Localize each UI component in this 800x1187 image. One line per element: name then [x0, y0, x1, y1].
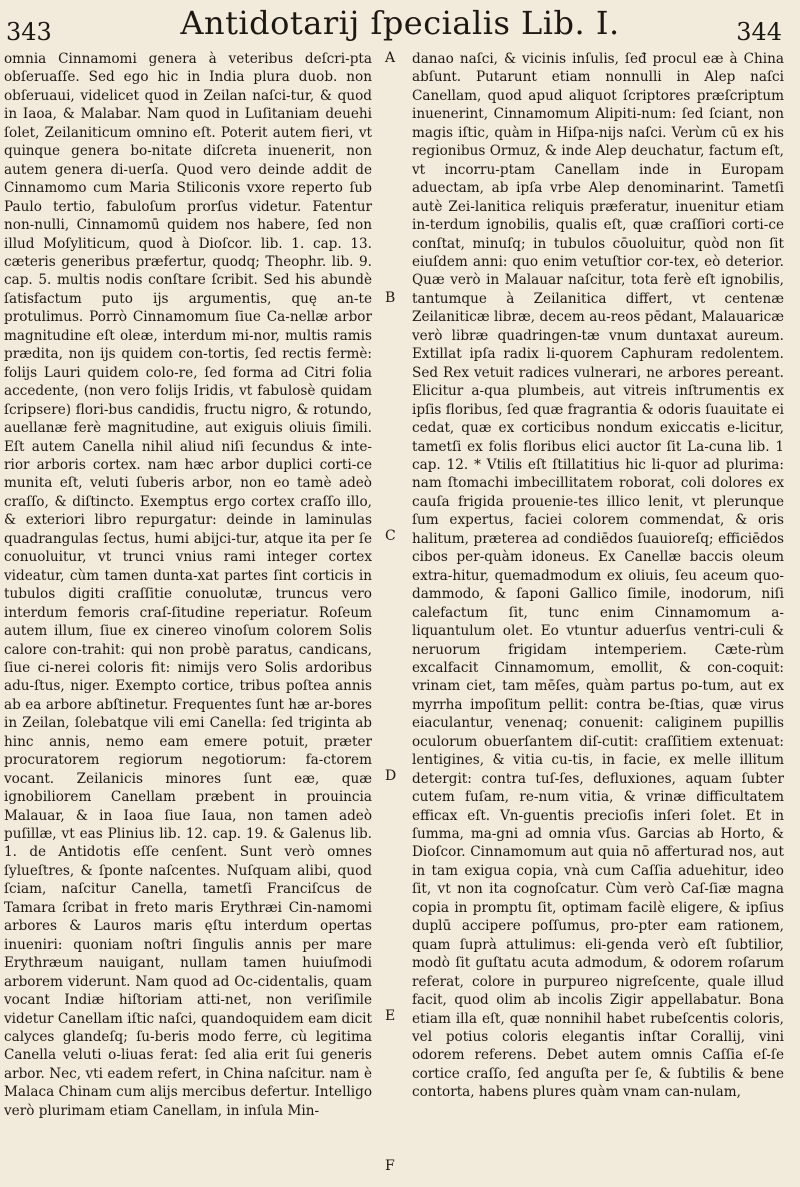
left-column: [4, 50, 372, 1170]
running-header: [0, 0, 800, 46]
section-letter-c: C: [385, 528, 396, 544]
page-number-left: 343: [6, 18, 52, 46]
page-number-right: 344: [736, 18, 782, 46]
section-letter-f: F: [385, 1158, 395, 1174]
right-column: [412, 50, 784, 1170]
section-letter-a: A: [385, 50, 396, 66]
section-letter-e: E: [385, 1008, 396, 1024]
section-letter-d: D: [385, 768, 397, 784]
running-title: Antidotarij ſpecialis Lib. I.: [180, 4, 620, 42]
left-column-text: omnia Cinnamomi genera à veteribus deſcri-pta obſeruaſſe. Sed ego hic in India plura duob. non obſeruaui, videlicet quod in Zeilan naſci-tur, & quod in Iaoa, & Malabar. Nam quod in Luſitaniam deuehi ſolet, Zeilaniticum omnino eſt. Poterit autem fieri, vt quinque genera bo-nitate diſcreta inuenerit, non autem genera di-uerſa. Quod vero deinde addit de Cinnamomo cum Maria Stiliconis vxore reperto ſub Paulo tertio, fabuloſum prorſus videtur. Fatentur non-nulli, Cinnamomū quidem nos habere, ſed non illud Moſyliticum, quod à Dioſcor. lib. 1. cap. 13. cæteris generibus præfertur, quodq; Theophr. lib. 9. cap. 5. multis nodis conſtare ſcribit. Sed his abundè ſatisfactum puto ijs argumentis, quę an-te protulimus. Porrò Cinnamomum ſiue Ca-nellæ arbor magnitudine eſt oleæ, interdum mi-nor, multis ramis prædita, non ijs quidem con-tortis, ſed rectis fermè: folijs Lauri quidem colo-re, ſed forma ad Citri folia accedente, (non vero folijs Iridis, vt fabulosè quidam ſcripsere) flori-bus candidis, fructu nigro, & rotundo, auellanæ ferè magnitudine, aut exiguis oliuis ſimili. Eſt autem Canella nihil aliud niſi ſecundus & inte-rior arboris cortex. nam hæc arbor duplici corti-ce munita eſt, veluti ſuberis arbor, non eo tamè adeò craſſo, & diſtincto. Exemptus ergo cortex craſſo illo, & exteriori libro repurgatur: deinde in laminulas quadrangulas ſectus, humi abijci-tur, atque ita per ſe conuoluitur, vt trunci vnius rami integer cortex videatur, cùm tamen dunta-xat partes ſint corticis in tubulos digiti craſſitie conuolutæ, truncus vero interdum femoris craſ-ſitudine reperiatur. Roſeum autem illum, ſiue ex cinereo vinoſum colorem Solis calore con-trahit: qui non probè paratus, candicans, ſiue ci-nerei coloris fit: nimijs vero Solis ardoribus adu-ſtus, niger. Exempto cortice, tribus poſtea annis ab ea arbore abſtinetur. Frequentes ſunt hæ ar-bores in Zeilan, ſolebatque vili emi Canella: ſed triginta ab hinc annis, nemo eam emere potuit, præter procuratorem regiorum negotiorum: fa-ctorem vocant. Zeilanicis minores ſunt eæ, quæ ignobiliorem Canellam præbent in prouincia Malauar, & in Iaoa ſiue Iaua, non tamen adeò puſillæ, vt eas Plinius lib. 12. cap. 19. & Galenus lib. 1. de Antidotis eſſe cenſent. Sunt verò omnes ſylueſtres, & ſponte naſcentes. Nuſquam alibi, quod ſciam, naſcitur Canella, tametſi Franciſcus de Tamara ſcribat in freto maris Erythræi Cin-namomi arbores & Lauros maris ęſtu interdum opertas inueniri: quoniam noſtri ſingulis annis per mare Erythræum nauigant, nullam tamen huiuſmodi arborem viderunt. Nam quod ad Oc-cidentalis, quam vocant Indiæ hiſtoriam atti-net, non veriſimile videtur Canellam iſtic naſci, quandoquidem eam dicit calyces glandeſq; ſu-beris modo ferre, cù legitima Canella veluti o-liuas ferat: ſed alia erit ſui generis arbor. Nec, vti eadem refert, in China naſcitur. nam è Malaca Chinam cum alijs mercibus defertur. Intelligo verò plurimam etiam Canellam, in inſula Min-: [4, 51, 372, 1119]
section-letter-b: B: [385, 290, 396, 306]
right-column-text: danao naſci, & vicinis inſulis, ſeđ procul eæ à China abſunt. Putarunt etiam nonnulli in Alep naſci Canellam, quod apud aliquot ſcriptores præſcriptum inuenerint, Cinnamomum Alipiti-num: ſed ſciant, non magis iſtic, quàm in Hiſpa-nijs naſci. Verùm cū ex his regionibus Ormuz, & inde Alep deuchatur, factum eſt, vt incorru-ptam Canellam inde in Europam aduectam, ab ipſa vrbe Alep denominarint. Tametſi autè Zei-lanitica reliquis præferatur, inuenitur etiam in-terdum ignobilis, qualis eſt, quæ craſſiori corti-ce conſtat, minuſq; in tubulos cōuoluitur, quòd non ſit eiuſdem anni: quo enim vetuſtior cor-tex, eò deterior. Quæ verò in Malauar naſcitur, tota ferè eſt ignobilis, tantumque à Zeilanitica differt, vt centenæ Zeilaniticæ libræ, decem au-reos pēdant, Malauaricæ verò libræ quadringen-tæ vnum duntaxat aureum. Extillat ipſa radix li-quorem Caphuram redolentem. Sed Rex vetuit radices vulnerari, ne arbores pereant. Elicitur a-qua plumbeis, aut vitreis inſtrumentis ex ipſis floribus, ſed quæ fragrantia & odoris ſuauitate ei cedat, quæ ex corticibus nondum exiccatis e-licitur, tametſi ex folis floribus elici auctor ſit La-cuna lib. 1 cap. 12. * Vtilis eſt ſtillatitius hic li-quor ad plurima: nam ſtomachi imbecillitatem roborat, coli dolores ex cauſa frigida prouenie-tes illico lenit, vt plerunque ſum expertus, faciei colorem commendat, & oris halitum, præterea ad condiēdos ſuauioreſq; efficiēdos cibos per-quàm idoneus. Ex Canellæ baccis oleum extra-hitur, quemadmodum ex oliuis, ſeu aceum quo-dammodo, & ſaponi Gallico ſimile, inodorum, niſi calefactum ſit, tunc enim Cinnamomum a-liquantulum olet. Eo vtuntur aduerſus ventri-culi & neruorum frigidam intemperiem. Cæte-rùm excalfacit Cinnamomum, emollit, & con-coquit: vrinam ciet, tam mēſes, quàm partus po-tum, aut ex myrrha impoſitum pellit: contra be-ſtias, quæ virus eiaculantur, venenaq; conuenit: caliginem pupillis oculorum obuerſantem diſ-cutit: craſſitiem extenuat: lentigines, & vitia cu-tis, in facie, ex melle illitum detergit: contra tuſ-ſes, defluxiones, aquam ſubter cutem fuſam, re-num vitia, & vrinæ difficultatem efficax eſt. Vn-guentis precioſis inſeri ſolet. Et in ſumma, ma-gni ad omnia vſus. Garcias ab Horto, & Dioſcor. Cinnamomum aut quia nō afferturad nos, aut in tam exigua copia, vnà cum Caſſia aduehitur, ideo ſit, vt non ita cognoſcatur. Cùm verò Caſ-ſiæ magna copia in promptu ſit, optimam facilè eligere, & ipſius duplū accipere poſſumus, pro-pter eam rationem, quam ſuprà attulimus: eli-genda verò eſt ſubtilior, modò ſit guſtatu acuta admodum, & odorem roſarum referat, colore in purpureo nigreſcente, quale illud facit, quod olim ab incolis Zigir appellabatur. Bona etiam illa eſt, quæ nonnihil habet rubeſcentis coloris, vel potius coloris elegantis inſtar Corallij, vini odorem referens. Debet autem omnis Caſſia eſ-ſe cortice craſſo, ſed anguſta per ſe, & ſubtilis & bene contorta, habens plures quàm vnam can-nulam,: [412, 51, 784, 1101]
section-letters: [379, 50, 405, 1174]
